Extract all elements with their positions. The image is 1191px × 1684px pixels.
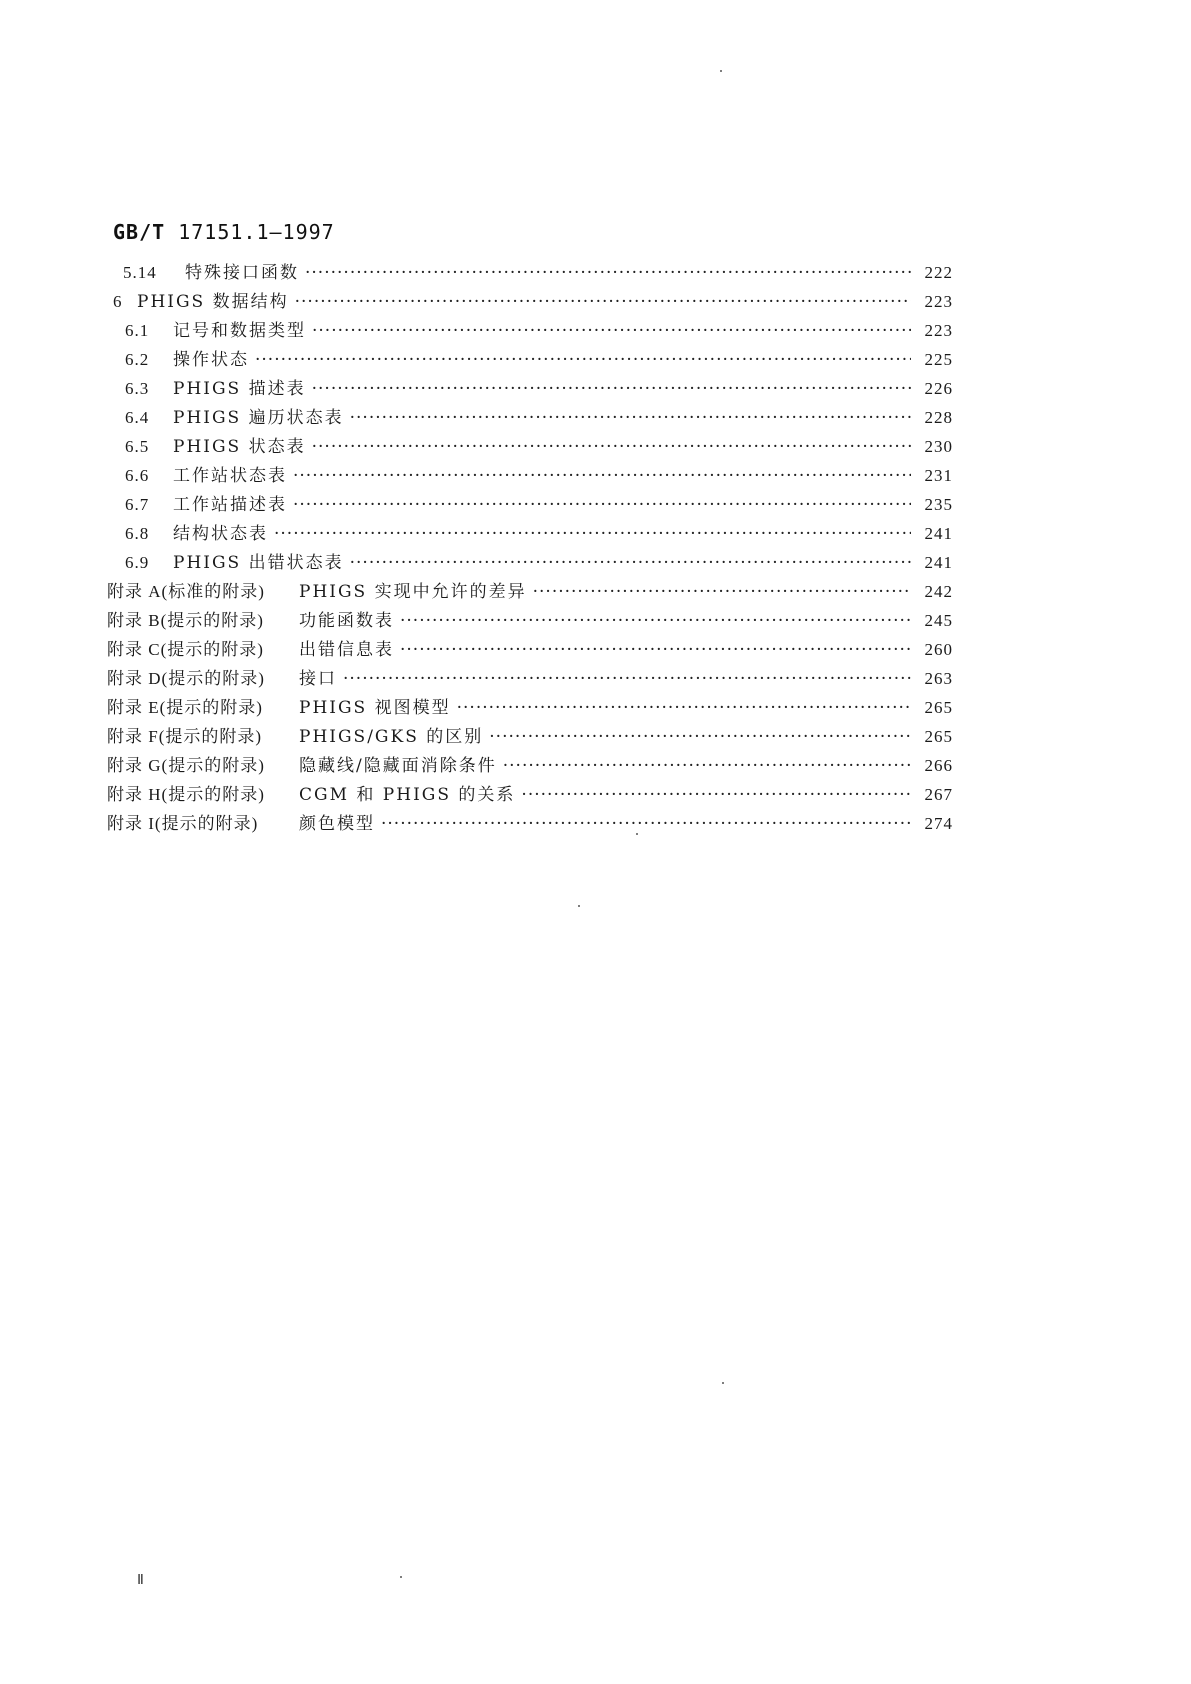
toc-number: 附录 F(提示的附录)	[107, 727, 263, 746]
toc-number: 5.14	[123, 263, 157, 282]
toc-number: 附录 B(提示的附录)	[107, 611, 264, 630]
toc-entry[interactable]	[107, 606, 953, 636]
standard-header	[113, 220, 335, 244]
toc-leader	[255, 345, 911, 375]
toc-title: CGM 和 PHIGS 的关系	[299, 785, 516, 805]
toc-entry[interactable]	[107, 809, 953, 839]
toc-entry[interactable]	[125, 490, 953, 520]
toc-entry[interactable]	[107, 577, 953, 607]
toc-leader	[293, 490, 911, 520]
toc-number: 6.2	[125, 350, 150, 369]
toc-page: 231	[924, 466, 953, 485]
toc-leader	[521, 780, 911, 810]
toc-number: 6.9	[125, 553, 150, 572]
toc-leader	[293, 461, 911, 491]
toc-leader	[295, 287, 911, 317]
toc-leader	[400, 606, 911, 636]
toc-page: 242	[924, 582, 953, 601]
toc-title: 记号和数据类型	[173, 321, 306, 341]
toc-leader	[312, 432, 911, 462]
toc-page: 241	[924, 553, 953, 572]
toc-leader	[533, 577, 911, 607]
toc-leader	[457, 693, 911, 723]
toc-leader	[312, 316, 911, 346]
toc-page: 245	[924, 611, 953, 630]
toc-title: 颜色模型	[299, 814, 375, 834]
toc-page: 230	[924, 437, 953, 456]
toc-page: 265	[924, 727, 953, 746]
toc-entry[interactable]	[125, 548, 953, 578]
scan-speck	[720, 70, 722, 72]
toc-page: 223	[924, 321, 953, 340]
toc-title: 工作站状态表	[173, 466, 287, 486]
toc-title: 特殊接口函数	[185, 263, 299, 283]
page-number-mark: Ⅱ	[137, 1572, 144, 1588]
toc-page: 226	[924, 379, 953, 398]
toc-number: 附录 A(标准的附录)	[107, 582, 265, 601]
toc-entry[interactable]	[125, 374, 953, 404]
toc-page: 267	[924, 785, 953, 804]
toc-number: 附录 I(提示的附录)	[107, 814, 259, 833]
toc-title: 出错信息表	[299, 640, 394, 660]
standard-prefix: GB/T	[113, 220, 166, 244]
toc-leader	[400, 635, 911, 665]
toc-number: 6.1	[125, 321, 150, 340]
toc-title: PHIGS 视图模型	[299, 698, 451, 718]
toc-title: PHIGS/GKS 的区别	[299, 727, 484, 747]
toc-page: 266	[924, 756, 953, 775]
toc-title: 工作站描述表	[173, 495, 287, 515]
toc-entry[interactable]	[125, 403, 953, 433]
toc-leader	[343, 664, 911, 694]
toc-page: 228	[924, 408, 953, 427]
toc-entry[interactable]	[107, 693, 953, 723]
toc-entry[interactable]	[125, 519, 953, 549]
toc-page: 260	[924, 640, 953, 659]
toc-number: 附录 D(提示的附录)	[107, 669, 265, 688]
toc-entry[interactable]	[107, 722, 953, 752]
toc-number: 附录 C(提示的附录)	[107, 640, 264, 659]
toc-title: PHIGS 出错状态表	[173, 553, 344, 573]
toc-number: 附录 E(提示的附录)	[107, 698, 263, 717]
toc-title: PHIGS 状态表	[173, 437, 306, 457]
toc-entry[interactable]	[107, 780, 953, 810]
toc-page: 225	[924, 350, 953, 369]
toc-title: PHIGS 数据结构	[137, 292, 289, 312]
toc-entry[interactable]	[107, 635, 953, 665]
toc-leader	[489, 722, 911, 752]
toc-title: PHIGS 描述表	[173, 379, 306, 399]
toc-page: 274	[924, 814, 953, 833]
scan-speck	[722, 1382, 724, 1384]
toc-entry[interactable]	[125, 432, 953, 462]
toc-entry[interactable]	[113, 287, 953, 317]
toc-page: 222	[924, 263, 953, 282]
toc-leader	[274, 519, 911, 549]
toc-leader	[305, 258, 911, 288]
toc-entry[interactable]	[125, 345, 953, 375]
scan-speck	[578, 905, 580, 907]
toc-page: 263	[924, 669, 953, 688]
toc-title: 功能函数表	[299, 611, 394, 631]
toc-title: 接口	[299, 669, 337, 689]
toc-title: 结构状态表	[173, 524, 268, 544]
toc-entry[interactable]	[125, 316, 953, 346]
toc-page: 265	[924, 698, 953, 717]
toc-number: 附录 H(提示的附录)	[107, 785, 265, 804]
toc-page: 223	[924, 292, 953, 311]
scan-speck	[400, 1576, 402, 1578]
toc-number: 6	[113, 292, 123, 311]
toc-number: 6.5	[125, 437, 150, 456]
toc-number: 附录 G(提示的附录)	[107, 756, 265, 775]
toc-title: 操作状态	[173, 350, 249, 370]
toc-entry[interactable]	[123, 258, 953, 288]
toc-number: 6.7	[125, 495, 150, 514]
toc-number: 6.3	[125, 379, 150, 398]
scan-speck	[636, 833, 638, 835]
toc-entry[interactable]	[107, 751, 953, 781]
toc-entry[interactable]	[125, 461, 953, 491]
toc-leader	[350, 403, 911, 433]
toc-leader	[381, 809, 911, 839]
toc-leader	[312, 374, 911, 404]
toc-page: 241	[924, 524, 953, 543]
toc-number: 6.4	[125, 408, 150, 427]
toc-number: 6.8	[125, 524, 150, 543]
toc-title: PHIGS 遍历状态表	[173, 408, 344, 428]
toc-title: PHIGS 实现中允许的差异	[299, 582, 527, 602]
standard-number: 17151.1—1997	[178, 220, 335, 244]
toc-number: 6.6	[125, 466, 150, 485]
toc-leader	[350, 548, 911, 578]
toc-title: 隐藏线/隐藏面消除条件	[299, 756, 497, 776]
toc-entry[interactable]	[107, 664, 953, 694]
toc-leader	[503, 751, 911, 781]
toc-page: 235	[924, 495, 953, 514]
